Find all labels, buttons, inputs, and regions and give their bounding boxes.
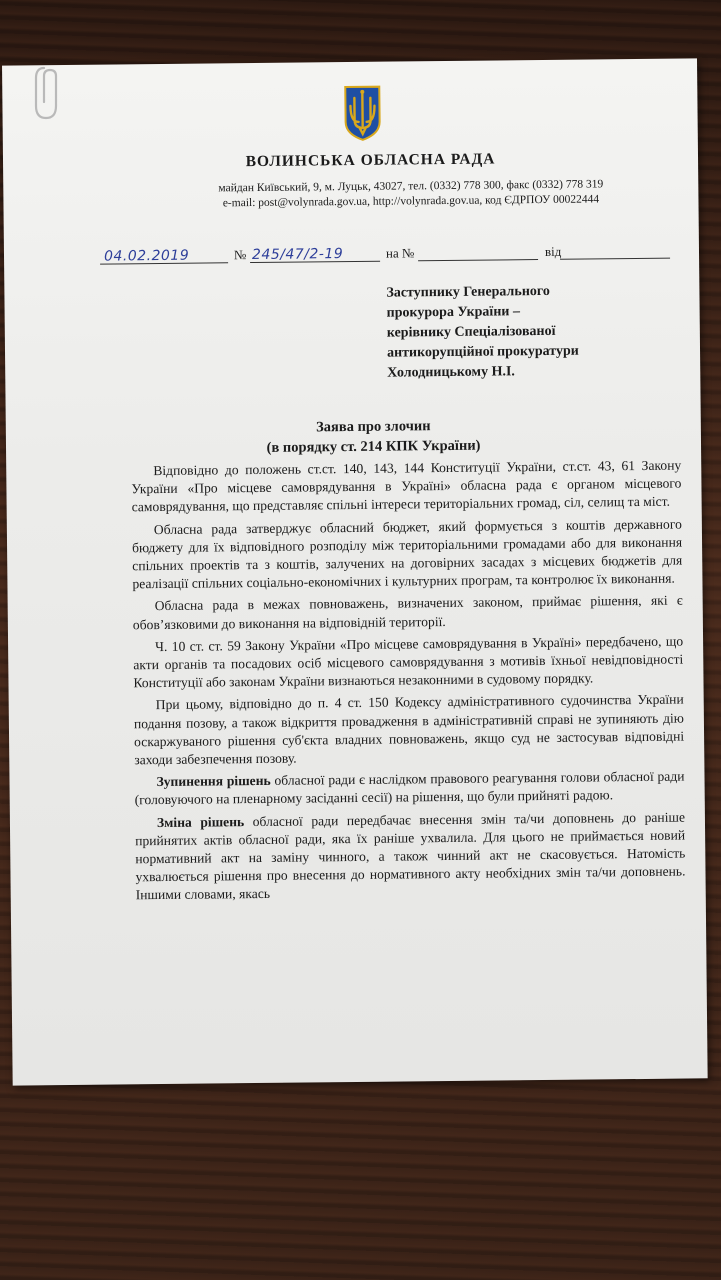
- title-line: Заява про злочин: [315, 418, 431, 436]
- document-title: [6, 413, 701, 460]
- paragraph: [135, 808, 686, 905]
- bold-term: Зміна рішень: [156, 813, 245, 830]
- document-body: [131, 457, 686, 909]
- organization-contacts: e-mail: post@volynrada.gov.ua, http://volynrada.gov.ua, код ЄДРПОУ 00022444: [222, 193, 600, 210]
- outgoing-date: 04.02.2019: [103, 247, 190, 265]
- registration-line: [100, 237, 670, 267]
- title-subline: (в порядку ст. 214 КПК України): [266, 437, 481, 456]
- document-page: [2, 58, 708, 1085]
- paragraph-text: обласної ради передбачає внесення змін та/чи доповнень до раніше прийнятих актів обласної ради, яка їх раніше ухвалила. Для цього не приймається новий нормативний акт на заміну чинного, а також чинний акт не скасовується. Натомість ухвалюється рішення про внесення до нормативного акту необхідних змін та/чи доповнень. Іншими словами, якась: [135, 809, 686, 903]
- paragraph-text: обласної ради є наслідком правового реагування голови обласної ради (головуючого на пленарному засіданні сесії) на рішення, що були прийняті радою.: [134, 768, 685, 808]
- addressee-line: антикорупційної прокуратури: [386, 343, 579, 361]
- addressee-block: [386, 280, 687, 383]
- paragraph: Відповідно до положень ст.ст. 140, 143, 144 Конституції України, ст.ст. 43, 61 Закону України «Про місцеве самоврядування в Україні» обласна рада є органом місцевого самоврядування, що представляє спільні інтереси територіальних громад, сіл, селищ та міст.: [131, 457, 682, 515]
- addressee-line: Холодницькому Н.І.: [387, 364, 515, 381]
- paragraph: [134, 768, 684, 810]
- paragraph: При цьому, відповідно до п. 4 ст. 150 Кодексу адміністративного судочинства України подання позову, а також відкриття провадження в адміністративній справі не зупиняють дію оскаржуваного рішення суб'єкта владних повноважень, якщо суд не застосував відповідні заходи забезпечення позову.: [133, 691, 685, 768]
- outgoing-number: 245/47/2-19: [251, 246, 344, 264]
- addressee-line: Заступнику Генерального: [386, 283, 550, 301]
- paragraph: Ч. 10 ст. ст. 59 Закону України «Про місцеве самоврядування в Україні» передбачено, що акти органів та посадових осіб місцевого самоврядування з мотивів їхньої невідповідності Конституції або законам України визнаються незаконними в судовому порядку.: [133, 633, 684, 691]
- coat-of-arms-icon: [342, 84, 383, 142]
- paragraph: Обласна рада в межах повноважень, визначених законом, приймає рішення, які є обов’язковими до виконання на відповідній території.: [132, 592, 683, 632]
- organization-address: майдан Київський, 9, м. Луцьк, 43027, тел. (0332) 778 300, факс (0332) 778 319: [218, 178, 604, 195]
- reply-number-label: на №: [385, 245, 415, 261]
- bold-term: Зупинення рішень: [156, 773, 271, 790]
- addressee-line: прокурора України –: [386, 304, 520, 321]
- from-label: від: [544, 243, 562, 259]
- organization-name: ВОЛИНСЬКА ОБЛАСНА РАДА: [245, 150, 496, 171]
- addressee-line: керівнику Спеціалізованої: [386, 323, 556, 341]
- paragraph: Обласна рада затверджує обласний бюджет, який формується з коштів державного бюджету для їх відповідного розподілу між територіальними громадами або для виконання спільних проектів та з коштів, залучених на договірних засадах з місцевих бюджетів для реалізації спільних соціально-економічних і культурних програм, та контролює їх виконання.: [131, 516, 683, 592]
- paperclip-icon: [30, 64, 64, 124]
- number-label: №: [233, 247, 247, 263]
